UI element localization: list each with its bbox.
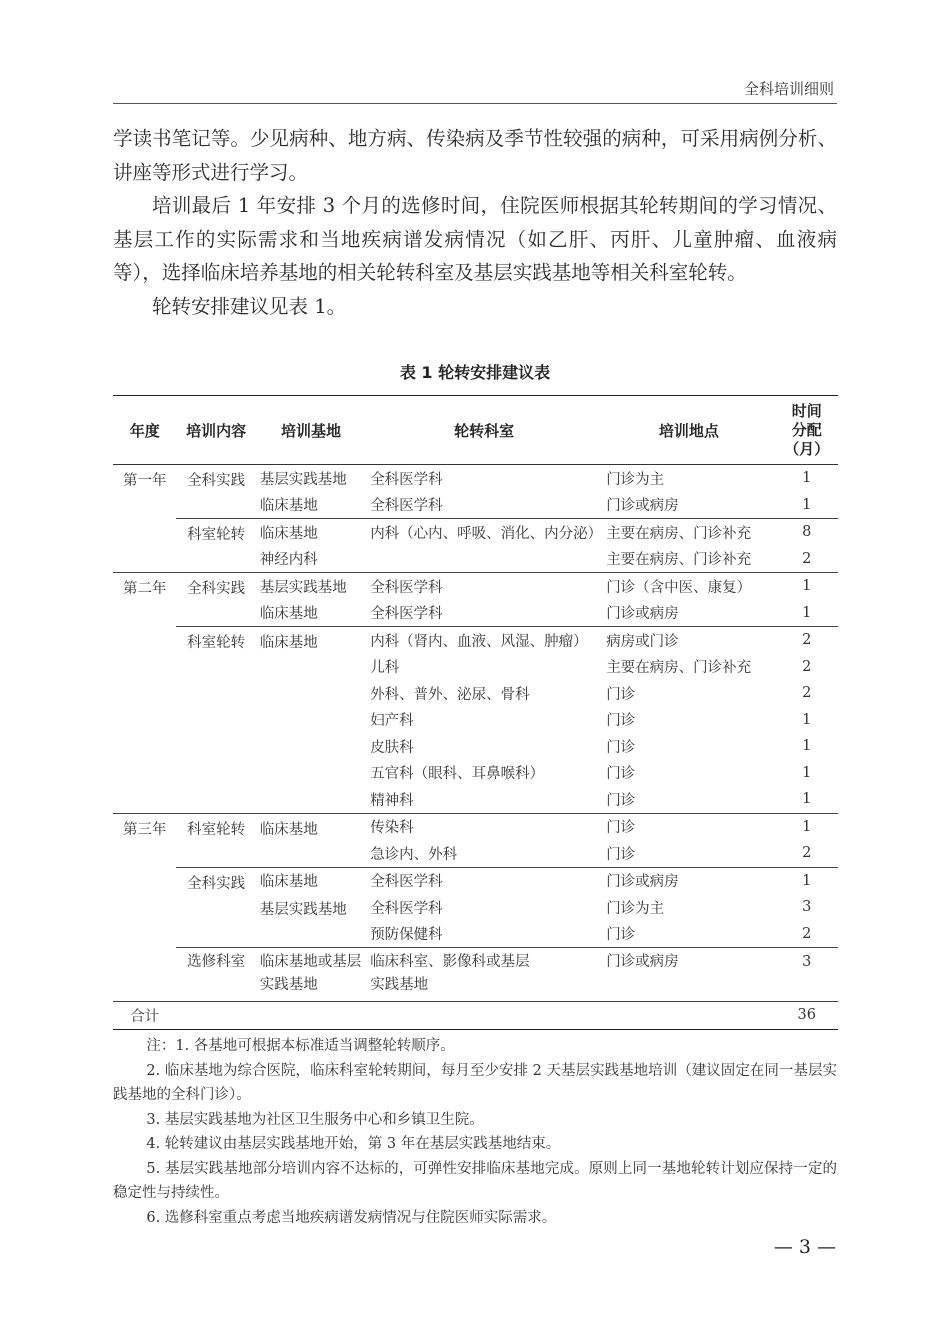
page-number: — 3 — <box>773 1236 836 1258</box>
cell-dept: 全科医学科 <box>370 498 443 515</box>
paragraph-1: 学读书笔记等。少见病种、地方病、传染病及季节性较强的病种，可采用病例分析、讲座等形式进行学习。 <box>113 127 837 184</box>
cell-months: 1 <box>802 738 812 755</box>
cell-months: 2 <box>802 925 812 942</box>
cell-months: 1 <box>802 764 812 781</box>
header-dept: 轮转科室 <box>366 396 602 465</box>
note-5: 5. 基层实践基地部分培训内容不达标的，可弹性安排临床基地完成。原则上同一基地轮转计划应保持一定的稳定性与持续性。 <box>113 1160 837 1201</box>
cell-dept: 全科医学科 <box>370 471 443 488</box>
cell-base: 基层实践基地 <box>256 573 366 600</box>
cell-base: 临床基地 <box>256 627 366 814</box>
cell-place: 主要在病房、门诊补充 <box>606 660 752 677</box>
cell-base: 临床基地 <box>259 498 318 515</box>
table-row <box>113 465 838 492</box>
cell-place: 门诊或病房 <box>606 498 679 515</box>
cell-base: 临床基地 <box>256 519 366 546</box>
cell-dept: 妇产科 <box>370 713 414 730</box>
header-year: 年度 <box>113 396 176 465</box>
cell-months: 1 <box>802 711 812 728</box>
cell-place: 门诊 <box>606 766 636 783</box>
header-base: 培训基地 <box>256 396 366 465</box>
header-time <box>775 396 838 465</box>
cell-dept: 内科（肾内、血液、风湿、肿瘤） <box>366 627 602 654</box>
rotation-table <box>113 395 838 1030</box>
cell-months: 2 <box>775 627 838 654</box>
cell-content: 科室轮转 <box>176 813 255 867</box>
table-row <box>113 519 838 546</box>
cell-content: 选修科室 <box>176 948 255 1002</box>
cell-place: 门诊为主 <box>606 471 665 488</box>
table-row <box>113 867 838 894</box>
cell-months: 1 <box>802 496 812 513</box>
cell-dept: 全科医学科 <box>366 867 602 894</box>
table-row <box>113 573 838 600</box>
cell-dept: 全科医学科 <box>366 573 602 600</box>
cell-base: 临床基地 <box>259 606 318 623</box>
cell-place: 门诊（含中医、康复） <box>602 573 775 600</box>
cell-place: 门诊 <box>606 846 636 863</box>
cell-year: 第二年 <box>113 573 176 814</box>
note-6: 6. 选修科室重点考虑当地疾病谱发病情况与住院医师实际需求。 <box>146 1209 557 1226</box>
header-content: 培训内容 <box>176 396 255 465</box>
cell-months: 2 <box>802 845 812 862</box>
cell-place: 门诊 <box>606 686 636 703</box>
paragraph-2: 培训最后 1 年安排 3 个月的选修时间，住院医师根据其轮转期间的学习情况、基层工作的实际需求和当地疾病谱发病情况（如乙肝、丙肝、儿童肿瘤、血液病等），选择临床培养基地的相关轮转科室及基层实践基地等相关科室轮转。 <box>113 194 837 284</box>
cell-base: 基层实践基地 <box>259 902 347 918</box>
paragraph-3: 轮转安排建议见表 1。 <box>152 294 347 318</box>
cell-year: 第三年 <box>113 813 176 1002</box>
cell-months: 2 <box>802 550 812 567</box>
cell-months: 3 <box>775 948 838 1002</box>
cell-base: 临床基地或基层实践基地 <box>256 948 366 1002</box>
cell-place: 门诊 <box>606 792 636 809</box>
cell-dept: 急诊内、外科 <box>370 846 458 863</box>
cell-dept: 预防保健科 <box>370 927 443 944</box>
header-time-line1: 时间 <box>791 401 822 420</box>
table-row <box>113 948 838 1002</box>
note-3: 3. 基层实践基地为社区卫生服务中心和乡镇卫生院。 <box>146 1111 484 1128</box>
table-title: 表 1 轮转安排建议表 <box>399 363 551 382</box>
running-header-title: 全科培训细则 <box>743 80 834 98</box>
cell-place: 病房或门诊 <box>602 627 775 654</box>
cell-place: 门诊或病房 <box>606 606 679 623</box>
cell-place: 门诊 <box>606 713 636 730</box>
cell-content: 全科实践 <box>176 867 255 948</box>
cell-months: 1 <box>775 813 838 840</box>
cell-base: 基层实践基地 <box>259 471 347 488</box>
cell-dept: 精神科 <box>370 792 414 809</box>
cell-total-blank <box>176 1002 775 1030</box>
cell-months: 2 <box>802 685 812 702</box>
cell-months: 1 <box>775 867 838 894</box>
cell-dept: 传染科 <box>366 813 602 840</box>
header-time-line3: （月） <box>784 439 830 458</box>
cell-content: 科室轮转 <box>176 627 255 814</box>
cell-place: 门诊为主 <box>606 900 665 917</box>
cell-year: 第一年 <box>122 473 167 489</box>
cell-place: 门诊或病房 <box>602 948 775 1002</box>
cell-months: 1 <box>802 470 812 487</box>
cell-base: 临床基地 <box>256 867 366 894</box>
table-row <box>113 627 838 654</box>
header-divider <box>113 103 837 104</box>
cell-dept: 外科、普外、泌尿、骨科 <box>370 686 530 703</box>
cell-base: 临床基地 <box>256 813 366 867</box>
cell-months: 2 <box>802 658 812 675</box>
cell-content: 科室轮转 <box>176 519 255 573</box>
cell-base: 神经内科 <box>259 552 318 569</box>
cell-dept: 儿科 <box>370 660 400 677</box>
cell-dept: 内科（心内、呼吸、消化、内分泌） <box>366 519 602 546</box>
cell-content: 全科实践 <box>176 573 255 627</box>
body-text <box>113 122 837 323</box>
note-4: 4. 轮转建议由基层实践基地开始，第 3 年在基层实践基地结束。 <box>146 1136 561 1152</box>
cell-dept <box>366 546 602 573</box>
cell-months: 1 <box>802 791 812 808</box>
note-2: 2. 临床基地为综合医院，临床科室轮转期间，每月至少安排 2 天基层实践基地培训（建议固定在同一基层实践基地的全科门诊）。 <box>113 1062 837 1103</box>
header-place: 培训地点 <box>602 396 775 465</box>
cell-months: 8 <box>775 519 838 546</box>
cell-months: 3 <box>802 899 812 916</box>
cell-dept: 临床科室、影像科或基层实践基地 <box>366 948 602 1002</box>
cell-total-label: 合计 <box>113 1002 176 1030</box>
cell-dept: 全科医学科 <box>370 606 443 623</box>
cell-months: 1 <box>802 604 812 621</box>
header-time-line2: 分配 <box>791 420 822 439</box>
table-header-row <box>113 396 838 465</box>
note-1: 注：1. 各基地可根据本标准适当调整轮转顺序。 <box>146 1038 455 1054</box>
cell-place: 主要在病房、门诊补充 <box>606 552 752 569</box>
cell-dept: 皮肤科 <box>370 739 414 756</box>
cell-place: 门诊 <box>606 927 636 944</box>
table-total-row <box>113 1002 838 1030</box>
cell-place: 门诊或病房 <box>602 867 775 894</box>
cell-place: 门诊 <box>602 813 775 840</box>
table-row <box>113 813 838 840</box>
cell-content: 全科实践 <box>187 473 246 489</box>
cell-total-months: 36 <box>775 1002 838 1030</box>
cell-place: 门诊 <box>606 739 636 756</box>
table-notes <box>113 1034 837 1230</box>
cell-dept: 全科医学科 <box>370 900 443 917</box>
cell-dept: 五官科（眼科、耳鼻喉科） <box>370 766 545 783</box>
cell-place: 主要在病房、门诊补充 <box>602 519 775 546</box>
cell-months: 1 <box>775 573 838 600</box>
